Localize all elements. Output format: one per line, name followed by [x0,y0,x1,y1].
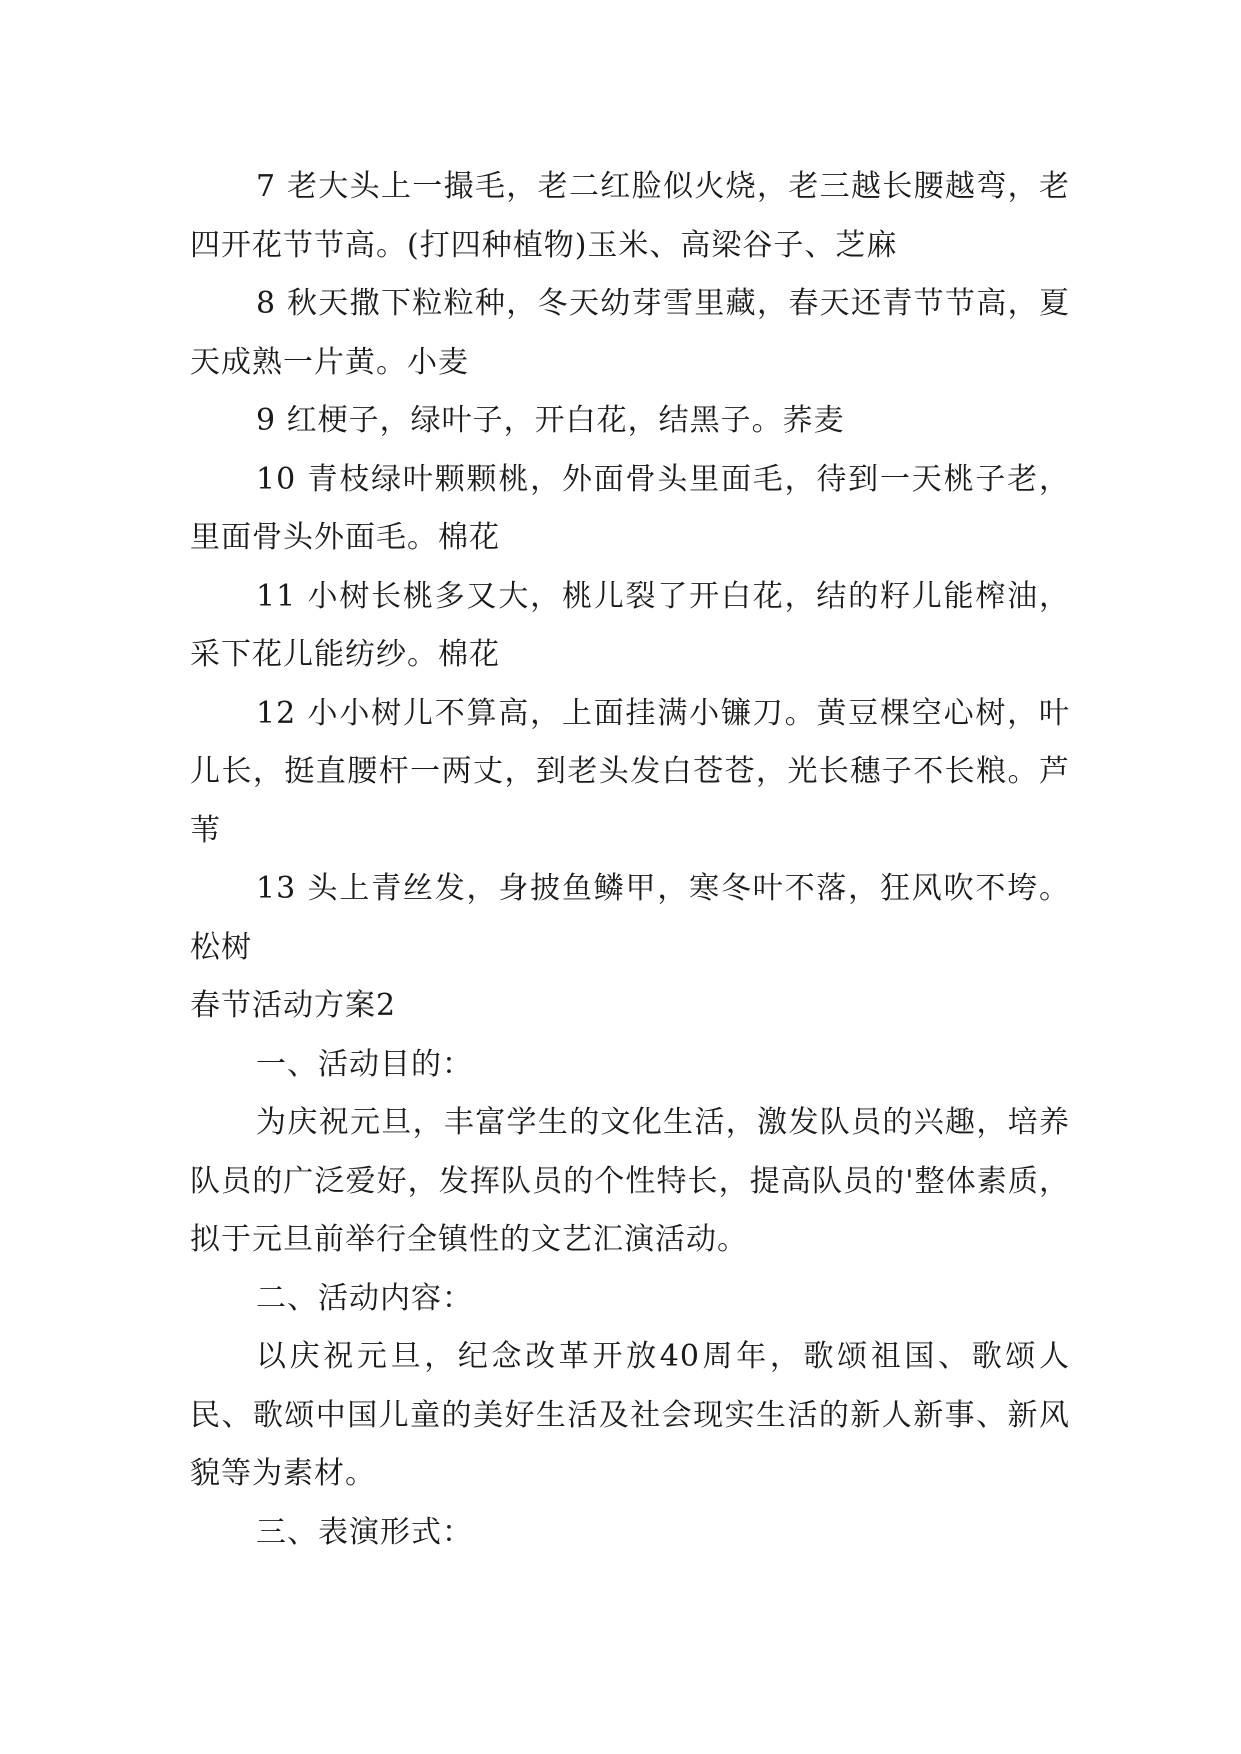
riddle-11: 11 小树长桃多又大，桃儿裂了开白花，结的籽儿能榨油，采下花儿能纺纱。棉花 [190,578,1070,672]
riddle-13: 13 头上青丝发，身披鱼鳞甲，寒冬叶不落，狂风吹不垮。松树 [190,871,1070,965]
heading-activity-purpose: 一、活动目的： [256,1046,473,1082]
riddle-9: 9 红梗子，绿叶子，开白花，结黑子。荞麦 [256,403,845,438]
riddle-8: 8 秋天撒下粒粒种，冬天幼芽雪里藏，春天还青节节高，夏天成熟一片黄。小麦 [190,286,1070,380]
riddle-12: 12 小小树儿不算高，上面挂满小镰刀。黄豆棵空心树，叶儿长，挺直腰杆一两丈，到老头发白苍苍，光长穗子不长粮。芦苇 [190,695,1070,848]
section-title: 春节活动方案2 [190,988,397,1023]
riddle-7: 7 老大头上一撮毛，老二红脸似火烧，老三越长腰越弯，老四开花节节高。(打四种植物)玉米、高梁谷子、芝麻 [190,169,1070,263]
heading-performance-form: 三、表演形式： [256,1514,473,1550]
paragraph-activity-purpose: 为庆祝元旦，丰富学生的文化生活，激发队员的兴趣，培养队员的广泛爱好，发挥队员的个性特长，提高队员的'整体素质，拟于元旦前举行全镇性的文艺汇演活动。 [190,1105,1070,1257]
heading-activity-content: 二、活动内容： [256,1280,473,1316]
paragraph-activity-content: 以庆祝元旦，纪念改革开放40周年，歌颂祖国、歌颂人民、歌颂中国儿童的美好生活及社会现实生活的新人新事、新风貌等为素材。 [190,1339,1070,1491]
riddle-10: 10 青枝绿叶颗颗桃，外面骨头里面毛，待到一天桃子老，里面骨头外面毛。棉花 [190,461,1070,555]
document-page [190,158,1070,1562]
